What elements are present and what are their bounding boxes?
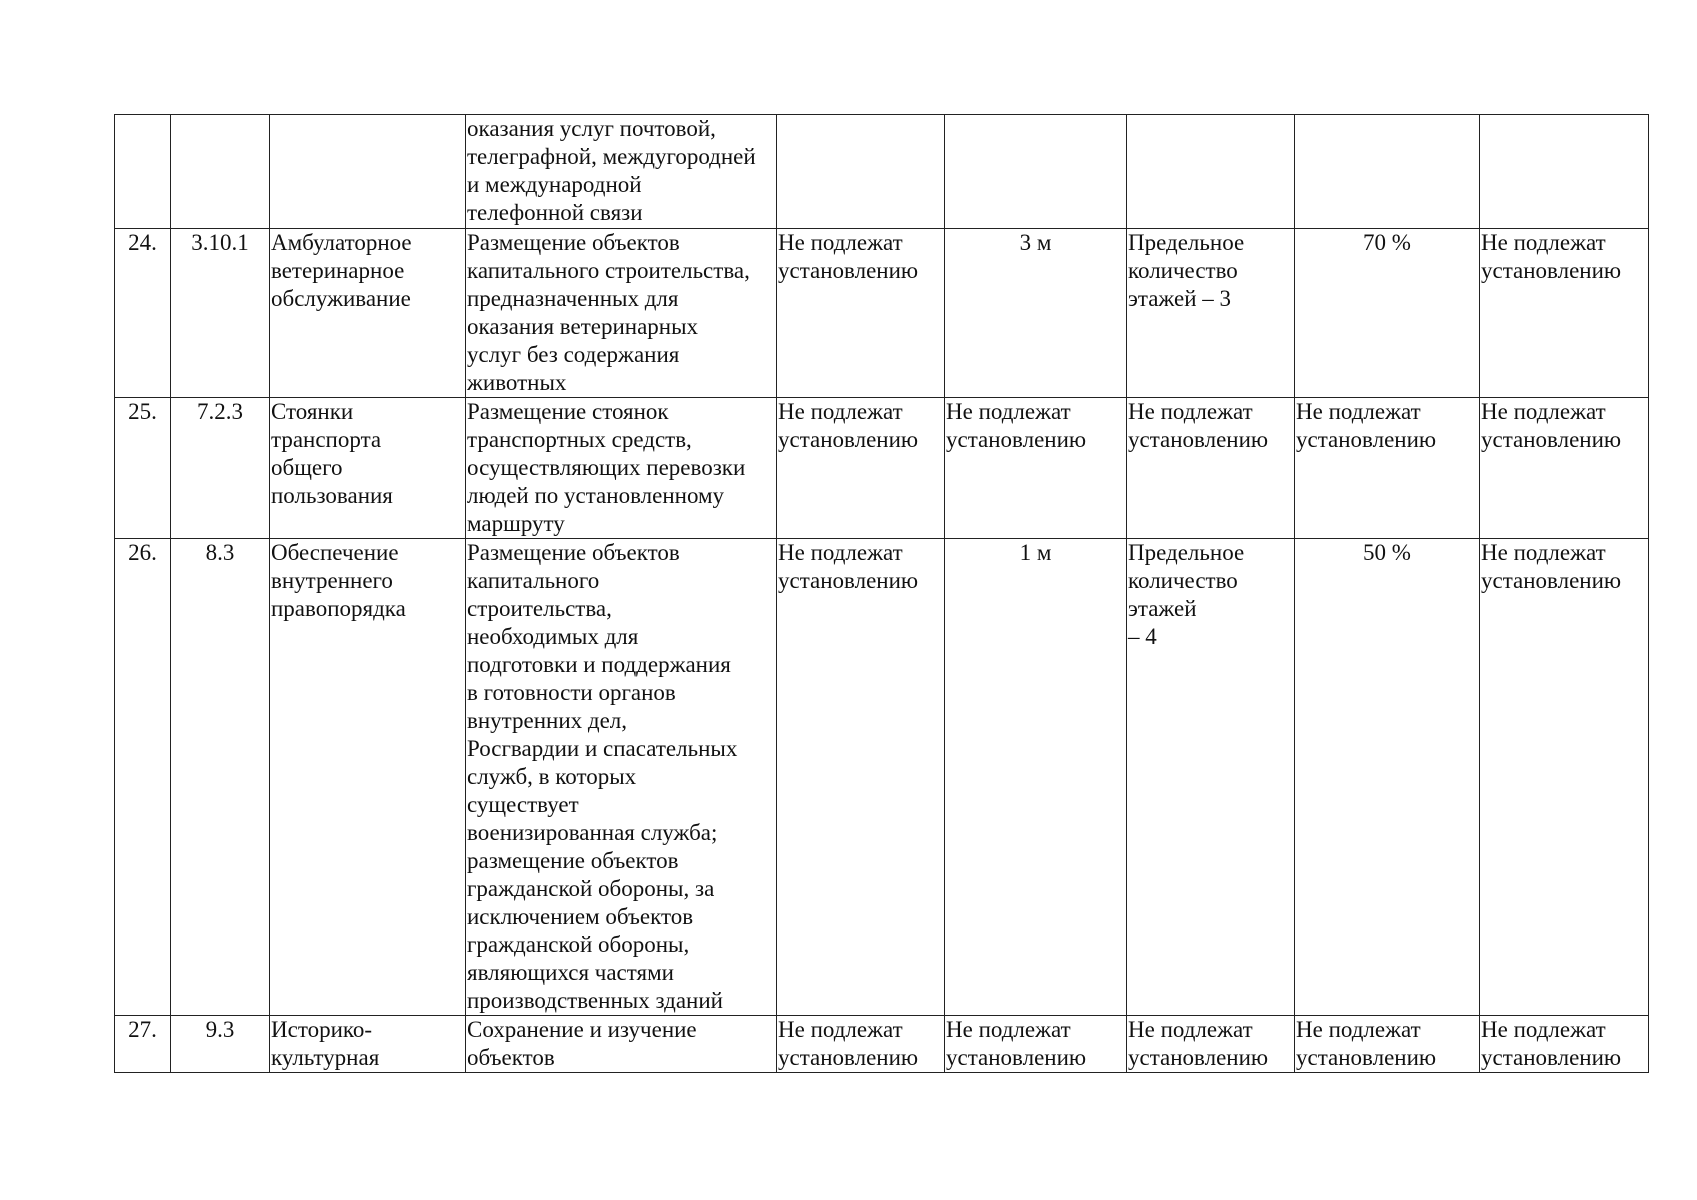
parameter-cell: Не подлежат установлению	[777, 539, 945, 1016]
use-name-cell: Историко- культурная	[270, 1016, 466, 1073]
max-floors-cell: Не подлежат установлению	[1127, 398, 1295, 539]
land-use-regulations-table	[114, 114, 1649, 1073]
use-code-cell: 8.3	[171, 539, 270, 1016]
row-number-cell: 24.	[115, 229, 171, 398]
parameter-cell: Не подлежат установлению	[777, 1016, 945, 1073]
setback-cell	[945, 115, 1127, 229]
coverage-percent-cell: Не подлежат установлению	[1295, 398, 1480, 539]
coverage-percent-cell: 50 %	[1295, 539, 1480, 1016]
use-code-cell	[171, 115, 270, 229]
use-code-cell: 3.10.1	[171, 229, 270, 398]
use-description-cell: Размещение объектов капитального строительства, предназначенных для оказания ветеринарных услуг без содержания животных	[466, 229, 777, 398]
use-code-cell: 7.2.3	[171, 398, 270, 539]
use-description-cell: Сохранение и изучение объектов	[466, 1016, 777, 1073]
use-name-cell: Амбулаторное ветеринарное обслуживание	[270, 229, 466, 398]
use-description-cell: Размещение объектов капитального строительства, необходимых для подготовки и поддержания в готовности органов внутренних дел, Росгвардии и спасательных служб, в которых существует военизированная служба; размещение объектов гражданской обороны, за исключением объектов гражданской обороны, являющихся частями производственных зданий	[466, 539, 777, 1016]
parameter-cell: Не подлежат установлению	[777, 398, 945, 539]
coverage-percent-cell: 70 %	[1295, 229, 1480, 398]
parameter-cell	[777, 115, 945, 229]
restrictions-cell	[1480, 115, 1649, 229]
max-floors-cell: Предельное количество этажей – 4	[1127, 539, 1295, 1016]
row-number-cell: 26.	[115, 539, 171, 1016]
use-name-cell: Обеспечение внутреннего правопорядка	[270, 539, 466, 1016]
table-row	[115, 539, 1649, 1016]
setback-cell: Не подлежат установлению	[945, 1016, 1127, 1073]
setback-cell: 1 м	[945, 539, 1127, 1016]
coverage-percent-cell: Не подлежат установлению	[1295, 1016, 1480, 1073]
row-number-cell: 25.	[115, 398, 171, 539]
parameter-cell: Не подлежат установлению	[777, 229, 945, 398]
setback-cell: Не подлежат установлению	[945, 398, 1127, 539]
restrictions-cell: Не подлежат установлению	[1480, 229, 1649, 398]
restrictions-cell: Не подлежат установлению	[1480, 1016, 1649, 1073]
table-row	[115, 229, 1649, 398]
row-number-cell: 27.	[115, 1016, 171, 1073]
use-name-cell	[270, 115, 466, 229]
table-row	[115, 115, 1649, 229]
table-row	[115, 1016, 1649, 1073]
max-floors-cell: Предельное количество этажей – 3	[1127, 229, 1295, 398]
restrictions-cell: Не подлежат установлению	[1480, 398, 1649, 539]
coverage-percent-cell	[1295, 115, 1480, 229]
max-floors-cell	[1127, 115, 1295, 229]
setback-cell: 3 м	[945, 229, 1127, 398]
use-description-cell: Размещение стоянок транспортных средств, осуществляющих перевозки людей по установленному маршруту	[466, 398, 777, 539]
use-description-cell: оказания услуг почтовой, телеграфной, междугородней и международной телефонной связи	[466, 115, 777, 229]
max-floors-cell: Не подлежат установлению	[1127, 1016, 1295, 1073]
use-name-cell: Стоянки транспорта общего пользования	[270, 398, 466, 539]
use-code-cell: 9.3	[171, 1016, 270, 1073]
row-number-cell	[115, 115, 171, 229]
restrictions-cell: Не подлежат установлению	[1480, 539, 1649, 1016]
table-row	[115, 398, 1649, 539]
